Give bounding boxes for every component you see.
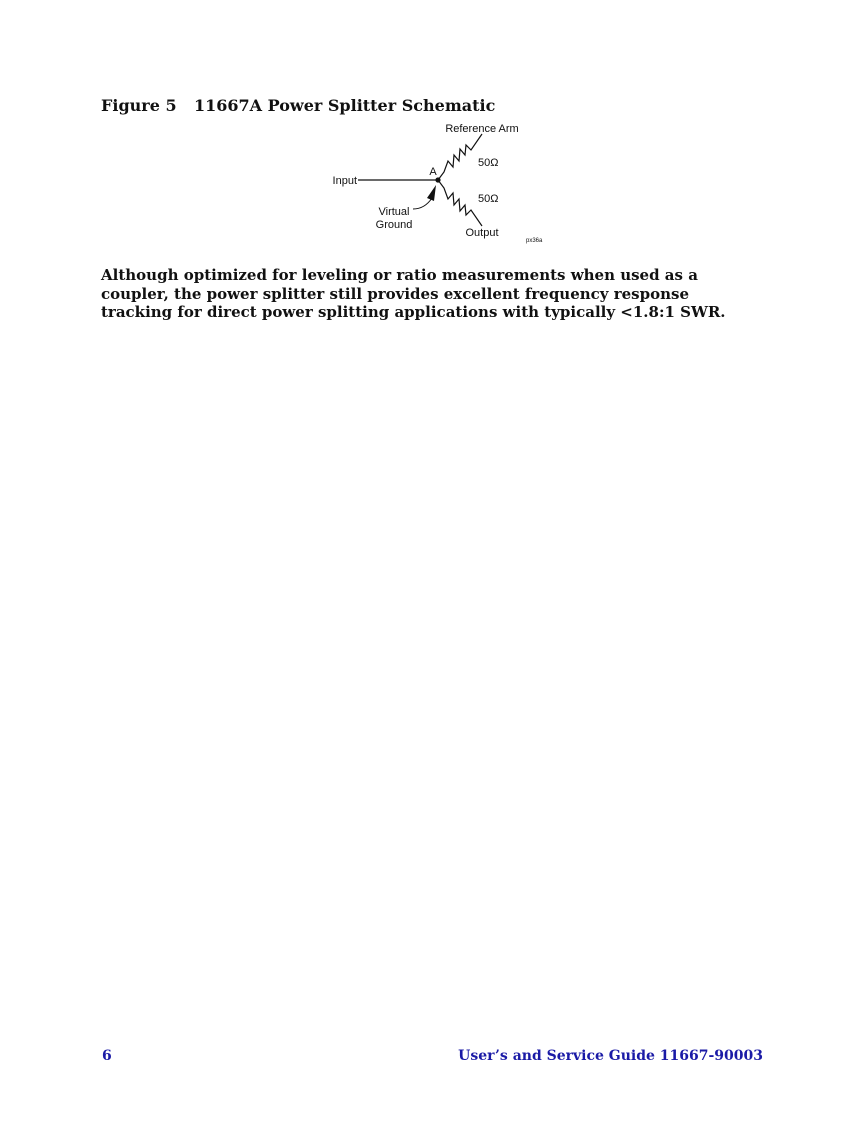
virtual-ground-label-line1: Virtual (378, 206, 410, 218)
body-paragraph: Although optimized for leveling or ratio measurements when used as a coupler, the power splitter still provides excellent frequency response tracking for direct power splitting applications with typically <1.8:1 SWR. (101, 266, 726, 321)
reference-arm-label: Reference Arm (445, 123, 519, 135)
footer-guide-title: User’s and Service Guide 11667-90003 (458, 1048, 763, 1064)
output-label: Output (465, 227, 499, 239)
power-splitter-schematic (320, 118, 560, 248)
footer-page-number: 6 (102, 1048, 112, 1064)
virtual-ground-leader (413, 198, 432, 209)
reference-arm-resistor (438, 134, 482, 180)
figure-code-label: px36a (526, 238, 543, 244)
figure-title: 11667A Power Splitter Schematic (194, 96, 496, 115)
virtual-ground-label-line2: Ground (375, 219, 413, 231)
figure-caption (101, 96, 495, 115)
virtual-ground-arrowhead (427, 185, 436, 201)
resistor-top-label: 50Ω (478, 157, 499, 169)
node-a-label: A (429, 166, 437, 178)
output-arm-resistor (438, 180, 482, 226)
figure-number: Figure 5 (101, 96, 177, 115)
resistor-bottom-label: 50Ω (478, 193, 499, 205)
input-label: Input (332, 175, 357, 187)
